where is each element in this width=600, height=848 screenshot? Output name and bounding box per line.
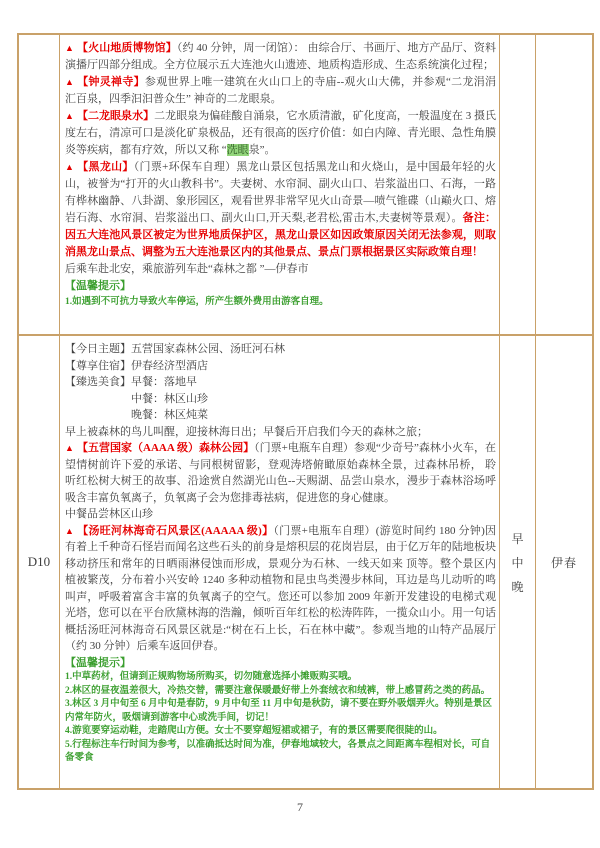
text-run-txt: （门票+电瓶车自理）参观“少奇号”森林小火车，在望情树前许下爱的承诺、与同根树留影，登观涛塔俯瞰原始森林全景，过森林吊桥， 聆听红松树大树王的故事、沿途赏自然湖光山色--天赐湖、品尝山泉水，漫步于森林浴场呼吸含丰富负氧离子，负氧离子会为您排毒祛病，促进您的身心健康。 [65,442,496,504]
text-run-txt: 【臻选美食】早餐：落地早 [65,376,197,388]
meals-cell [500,336,536,788]
text-run-tipt: 1.如遇到不可抗力导致火车停运，所产生额外费用由游客自理。 [65,297,329,307]
triangle-bullet-icon: ▲ [65,111,74,121]
text-run-red: 【二龙眼泉水】 [76,110,155,122]
text-run-txt: 二龙眼泉为偏硅酸自涌泉，它水质清澈，矿化度高，一般温度在 3 摄氏度左右，清凉可口是淡化矿泉极品，还有很高的医疗价值：如白内障、青光眼、急性角膜炎等疾病，都有疗效，所以又称 “ [65,110,496,156]
text-run-txt: （门票+环保车自理）黑龙山景区包括黑龙山和火烧山，是中国最年轻的火山，被誉为“打开的火山教科书”。夫妻树、水帘洞、副火山口、岩浆溢出口、石海，一路有桦林幽静、八卦湖、象形园区，观看世界非常罕见火山奇景—喷气锥碟（山巅火口、熔岩石海、水帘洞、岩浆溢出口、副火山口,开天梨,老君松,雷击木,夫妻树等景观）。 [65,161,496,224]
triangle-bullet-icon: ▲ [65,525,75,536]
paragraph [65,278,496,295]
paragraph [65,739,496,766]
paragraph [65,725,496,739]
paragraph [65,261,496,278]
text-run-tipt: 2.林区的昼夜温差很大，冷热交替，需要注意保暖最好带上外套绒衣和绒裤，带上感冒药之类的药品。 [65,685,491,696]
paragraph [65,523,496,655]
paragraph [65,440,496,506]
content-cell [60,35,500,334]
text-run-txt: 后乘车赴北安，乘旅游列车赴“森林之都 ”—伊春市 [65,263,309,275]
text-run-red: 【汤旺河林海奇石风景区(AAAAA 级)】 [77,524,274,537]
text-run-txt: （约 40 分钟，周一闭馆）： 由综合厅、书画厅、地方产品厅、资料演播厅四部分组成。全方位展示五大连池火山遗迹、地质构造形成、生态系统演化过程； [65,42,497,71]
triangle-bullet-icon: ▲ [65,43,75,53]
text-run-txt: 参观世界上唯一建筑在火山口上的寺庙--观火山大佛，并参观“二龙涓涓汇百泉，四季汩汩普众生” 神奇的二龙眼泉。 [65,76,496,105]
text-run-grn: 【温馨提示】 [65,656,131,669]
paragraph [65,358,496,375]
paragraph [65,374,496,391]
text-run-txt: 中餐：林区山珍 [131,392,208,405]
text-run-red: 【五营国家（AAAA 级）森林公园】 [76,442,255,454]
paragraph [65,108,496,159]
text-run-red: 备注：因五大连池风景区被定为世界地质保护区，黑龙山景区如因政策原因关闭无法参观，则取消黑龙山景点、调整为五大连池景区内的其他景点、景点门票根据景区实际政策自理！ [65,212,497,258]
table-row-previous-day [19,35,592,336]
city-cell: 伊春 [550,555,577,570]
text-run-tipt: 3.林区 3 月中旬至 6 月中旬是春防，9 月中旬至 11 月中旬是秋防，请不要在野外吸烟弄火。特别是景区内常年防火，吸烟请到游客中心或洗手间，切记！ [65,699,492,723]
content-cell [60,336,500,788]
text-run-txt: 泉”。 [248,144,276,156]
meals-cell [500,35,536,334]
paragraph [65,424,496,441]
text-run-red: 【黑龙山】 [77,161,134,173]
triangle-bullet-icon: ▲ [65,443,74,453]
paragraph [65,74,496,108]
triangle-bullet-icon: ▲ [65,162,75,172]
paragraph [65,698,496,725]
paragraph [65,655,496,672]
text-run-txt: 晚餐：林区炖菜 [131,409,208,421]
paragraph [65,671,496,685]
text-run-tipt: 4.游览要穿运动鞋，走踏爬山方便。女士不要穿超短裙或裙子，有的景区需要爬很陡的山。 [65,726,443,736]
day-cell [19,35,60,334]
itinerary-table [17,33,594,790]
text-run-red: 【钟灵禅寺】 [77,76,145,88]
text-run-txt: 【今日主题】五营国家森林公园、汤旺河石林 [65,343,285,355]
text-run-grn: 【温馨提示】 [65,280,131,292]
text-run-hl: 洗眼 [226,144,249,156]
paragraph [65,685,496,699]
paragraph [65,341,496,358]
text-run-txt: 早上被森林的鸟儿叫醒，迎接林海日出；早餐后开启我们今天的森林之旅； [65,425,428,438]
text-run-txt: 中餐品尝林区山珍 [65,508,153,520]
meal-char: 晚 [511,579,524,594]
page-number: 7 [297,800,303,814]
text-run-red: 【火山地质博物馆】 [77,42,177,54]
meal-char: 早 [511,531,524,546]
day-cell: D10 [19,336,60,788]
text-run-tipt: 1.中草药材，但请到正规购物场所购买，切勿随意选择小摊贩购买哦。 [65,672,358,682]
text-run-txt: 【尊享住宿】伊春经济型酒店 [65,359,208,372]
triangle-bullet-icon: ▲ [65,77,75,87]
paragraph [65,295,496,309]
paragraph [65,407,496,424]
text-run-txt: （门票+电瓶车自理）(游览时间约 180 分钟)因有着上千种奇石怪岩而闻名这些石头的前身是熔积层的花岗岩层，由于亿万年的陆地板块移动挤压和常年的日晒雨淋侵蚀而形成，景观分为石林、一线天如来 顶等。整个景区内植被繁茂，分布着小兴安岭 1240 多种动植物和昆虫鸟类漫步林间，耳边是鸟儿动听的鸣叫声，呼吸着富含丰富的负氧离子的空气。您还可以参加 2009 年新开发建设的电梯式观光塔，您可以在平台欣黛林海的浩瀚，倾听百年红松的松涛阵阵，一揽众山小。用一句话概括汤旺河林海奇石风景区就是:“树在石上长，石在林中藏”。参观当地的山特产品展厅（约 30 分钟）后乘车返回伊春。 [65,524,496,652]
paragraph [65,40,496,74]
paragraph [65,391,496,408]
meal-char: 中 [511,555,524,570]
city-cell [536,35,592,334]
paragraph [65,159,496,261]
text-run-tipt: 5.行程标注车行时间为参考，以准确抵达时间为准，伊春地域较大，各景点之间距离车程相对长，可自备零食 [65,739,491,763]
paragraph [65,506,496,523]
table-row-day-10 [19,336,592,788]
